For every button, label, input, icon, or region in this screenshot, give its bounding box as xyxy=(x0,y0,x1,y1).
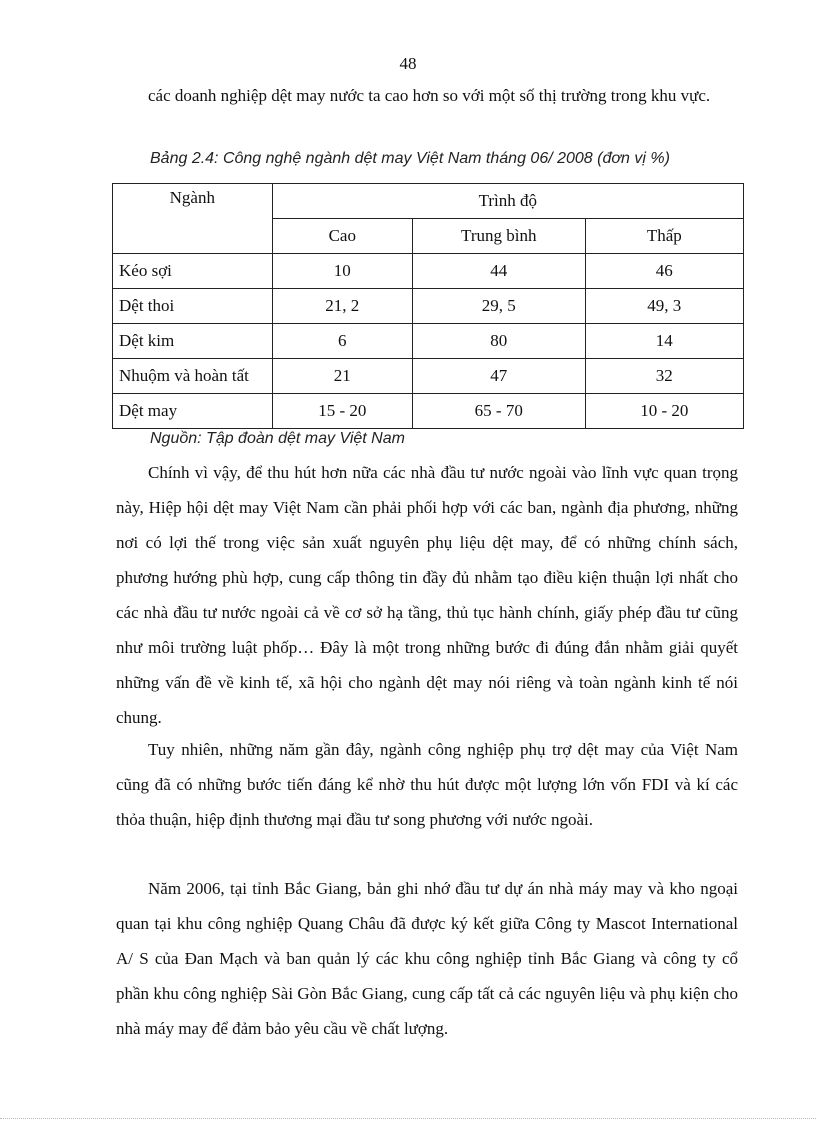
cell-value: 10 xyxy=(272,254,412,289)
header-col-medium: Trung bình xyxy=(412,219,585,254)
intro-text: các doanh nghiệp dệt may nước ta cao hơn so với một số thị trường trong khu vực. xyxy=(148,86,711,105)
table-row xyxy=(113,324,744,359)
table-row xyxy=(113,254,744,289)
cell-value: 44 xyxy=(412,254,585,289)
paragraph-text: Tuy nhiên, những năm gần đây, ngành công nghiệp phụ trợ dệt may của Việt Nam cũng đã có những bước tiến đáng kể nhờ thu hút được một lượng lớn vốn FDI và kí các thỏa thuận, hiệp định thương mại đầu tư song phương với nước ngoài. xyxy=(116,740,738,829)
body-paragraph-1 xyxy=(116,455,738,735)
cell-value: 21 xyxy=(272,359,412,394)
table-row xyxy=(113,394,744,429)
paragraph-text: Chính vì vậy, để thu hút hơn nữa các nhà đầu tư nước ngoài vào lĩnh vực quan trọng này, Hiệp hội dệt may Việt Nam cần phải phối hợp với các ban, ngành địa phương, những nơi có lợi thế trong việc sản xuất nguyên phụ liệu dệt may, để có những chính sách, phương hướng phù hợp, cung cấp thông tin đầy đủ nhằm tạo điều kiện thuận lợi nhất cho các nhà đầu tư nước ngoài cả về cơ sở hạ tầng, thủ tục hành chính, giấy phép đầu tư cũng như môi trường luật phốp… Đây là một trong những bước đi đúng đắn nhằm giải quyết những vấn đề về kinh tế, xã hội cho ngành dệt may nói riêng và toàn ngành kinh tế nói chung. xyxy=(116,463,738,727)
page-bottom-border xyxy=(0,1118,816,1119)
cell-value: 14 xyxy=(585,324,743,359)
technology-table xyxy=(112,183,744,429)
cell-value: 6 xyxy=(272,324,412,359)
cell-value: 21, 2 xyxy=(272,289,412,324)
cell-value: 15 - 20 xyxy=(272,394,412,429)
header-col-low: Thấp xyxy=(585,219,743,254)
cell-value: 49, 3 xyxy=(585,289,743,324)
cell-value: 65 - 70 xyxy=(412,394,585,429)
cell-value: 80 xyxy=(412,324,585,359)
table-caption: Bảng 2.4: Công nghệ ngành dệt may Việt Nam tháng 06/ 2008 (đơn vị %) xyxy=(150,150,670,167)
table-row xyxy=(113,289,744,324)
row-label: Dệt may xyxy=(113,394,273,429)
body-paragraph-2 xyxy=(116,732,738,837)
row-label: Dệt thoi xyxy=(113,289,273,324)
table-row xyxy=(113,359,744,394)
body-paragraph-3 xyxy=(116,871,738,1046)
page-number: 48 xyxy=(399,54,417,73)
intro-paragraph xyxy=(116,78,738,113)
table-header-row xyxy=(113,184,744,219)
cell-value: 29, 5 xyxy=(412,289,585,324)
cell-value: 46 xyxy=(585,254,743,289)
row-label: Nhuộm và hoàn tất xyxy=(113,359,273,394)
cell-value: 10 - 20 xyxy=(585,394,743,429)
row-label: Kéo sợi xyxy=(113,254,273,289)
table-source: Nguồn: Tập đoàn dệt may Việt Nam xyxy=(150,430,405,447)
header-col-high: Cao xyxy=(272,219,412,254)
cell-value: 32 xyxy=(585,359,743,394)
row-label: Dệt kim xyxy=(113,324,273,359)
header-sector: Ngành xyxy=(113,184,273,254)
cell-value: 47 xyxy=(412,359,585,394)
paragraph-text: Năm 2006, tại tỉnh Bắc Giang, bản ghi nhớ đầu tư dự án nhà máy may và kho ngoại quan tại khu công nghiệp Quang Châu đã được ký kết giữa Công ty Mascot International A/ S của Đan Mạch và ban quản lý các khu công nghiệp tỉnh Bắc Giang và công ty cổ phần khu công nghiệp Sài Gòn Bắc Giang, cung cấp tất cả các nguyên liệu và phụ kiện cho nhà máy may để đảm bảo yêu cầu về chất lượng. xyxy=(116,879,738,1038)
header-level: Trình độ xyxy=(272,184,743,219)
